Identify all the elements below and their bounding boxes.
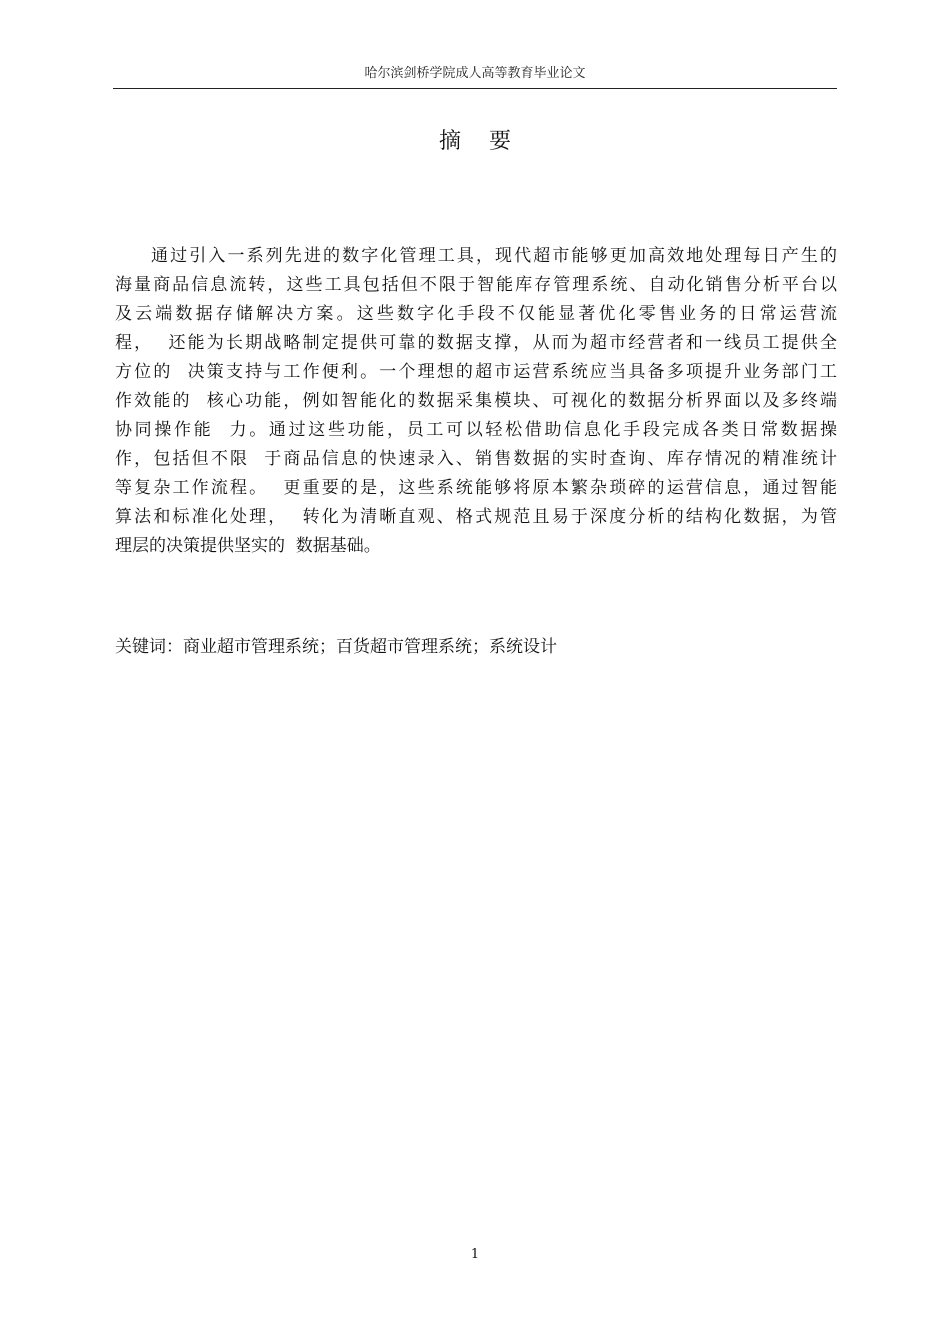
page-number: 1 — [470, 1247, 480, 1262]
keywords — [115, 633, 557, 662]
abstract-line: 程， 还能为长期战略制定提供可靠的数据支撑，从而为超市经营者和一线员工提供全 — [115, 333, 837, 353]
keywords-value: 商业超市管理系统；百货超市管理系统；系统设计 — [183, 637, 557, 657]
abstract-line: 方位的 决策支持与工作便利。一个理想的超市运营系统应当具备多项提升业务部门工 — [115, 362, 837, 382]
abstract-line: 海量商品信息流转，这些工具包括但不限于智能库存管理系统、自动化销售分析平台以 — [115, 275, 837, 295]
abstract-line: 作效能的 核心功能，例如智能化的数据采集模块、可视化的数据分析界面以及多终端 — [115, 391, 837, 411]
abstract-line: 等复杂工作流程。 更重要的是，这些系统能够将原本繁杂琐碎的运营信息，通过智能 — [115, 478, 837, 498]
running-header-text: 哈尔滨剑桥学院成人高等教育毕业论文 — [364, 66, 586, 81]
abstract-line: 作，包括但不限 于商品信息的快速录入、销售数据的实时查询、库存情况的精准统计 — [115, 449, 837, 469]
abstract-line: 算法和标准化处理， 转化为清晰直观、格式规范且易于深度分析的结构化数据，为管 — [115, 507, 837, 527]
abstract-line: 及云端数据存储解决方案。这些数字化手段不仅能显著优化零售业务的日常运营流 — [115, 304, 837, 324]
abstract-line: 协同操作能 力。通过这些功能，员工可以轻松借助信息化手段完成各类日常数据操 — [115, 420, 837, 440]
abstract-line: 理层的决策提供坚实的 数据基础。 — [115, 536, 381, 556]
abstract-body — [115, 242, 837, 561]
abstract-line: 通过引入一系列先进的数字化管理工具，现代超市能够更加高效地处理每日产生的 — [151, 246, 837, 266]
keywords-label: 关键词： — [115, 637, 183, 657]
running-header — [113, 64, 837, 89]
abstract-title: 摘要 — [438, 129, 539, 154]
